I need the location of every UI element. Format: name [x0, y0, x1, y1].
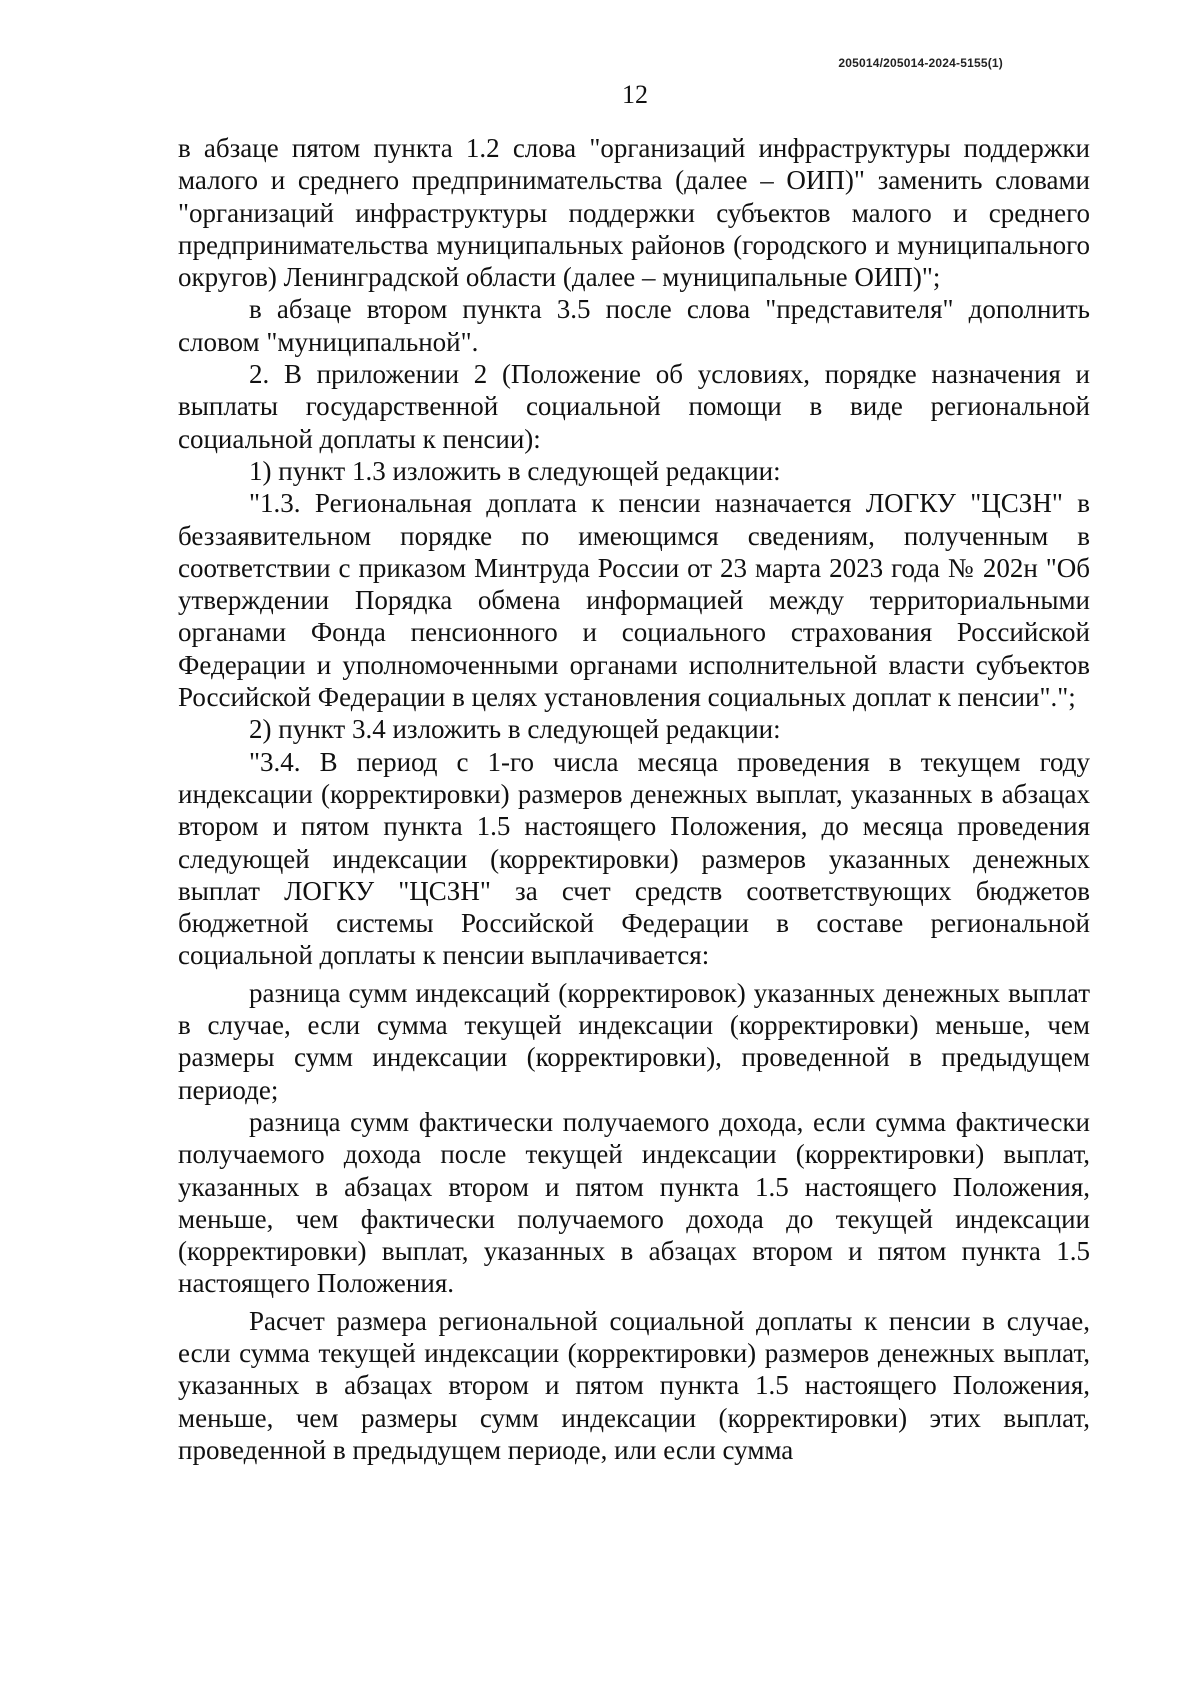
paragraph-3: 2. В приложении 2 (Положение об условиях, порядке назначения и выплаты государственной социальной помощи в виде региональной социальной доплаты к пенсии): — [178, 359, 1090, 454]
paragraph-5: "1.3. Региональная доплата к пенсии назначается ЛОГКУ "ЦСЗН" в беззаявительном порядке по имеющимся сведениям, полученным в соответствии с приказом Минтруда России от 23 марта 2023 года № 202н "Об утверждении Порядка обмена информацией между территориальными органами Фонда пенсионного и социального страхования Российской Федерации и уполномоченными органами исполнительной власти субъектов Российской Федерации в целях установления социальных доплат к пенсии"."; — [178, 488, 1090, 713]
paragraph-9: разница сумм фактически получаемого дохода, если сумма фактически получаемого дохода после текущей индексации (корректировки) выплат, указанных в абзацах втором и пятом пункта 1.5 настоящего Положения, меньше, чем фактически получаемого дохода до текущей индексации (корректировки) выплат, указанных в абзацах втором и пятом пункта 1.5 настоящего Положения. — [178, 1106, 1090, 1299]
paragraph-2: в абзаце втором пункта 3.5 после слова "представителя" дополнить словом "муниципальной". — [178, 294, 1090, 357]
paragraph-10: Расчет размера региональной социальной доплаты к пенсии в случае, если сумма текущей индексации (корректировки) размеров денежных выплат, указанных в абзацах втором и пятом пункта 1.5 настоящего Положения, меньше, чем размеры сумм индексации (корректировки) этих выплат, проведенной в предыдущем периоде, или если сумма — [178, 1305, 1090, 1465]
paragraph-4: 1) пункт 1.3 изложить в следующей редакции: — [249, 455, 781, 486]
document-id: 205014/205014-2024-5155(1) — [838, 56, 1003, 70]
paragraph-7: "3.4. В период с 1-го числа месяца проведения в текущем году индексации (корректировки) размеров денежных выплат, указанных в абзацах втором и пятом пункта 1.5 настоящего Положения, до месяца проведения следующей индексации (корректировки) размеров указанных денежных выплат ЛОГКУ "ЦСЗН" за счет средств соответствующих бюджетов бюджетной системы Российской Федерации в составе региональной социальной доплаты к пенсии выплачивается: — [178, 746, 1090, 971]
paragraph-6: 2) пункт 3.4 изложить в следующей редакции: — [249, 714, 781, 745]
page-number: 12 — [622, 80, 648, 109]
document-body — [178, 132, 1090, 1466]
paragraph-8: разница сумм индексаций (корректировок) указанных денежных выплат в случае, если сумма текущей индексации (корректировки) меньше, чем размеры сумм индексации (корректировки), проведенной в предыдущем периоде; — [178, 977, 1090, 1105]
paragraph-1: в абзаце пятом пункта 1.2 слова "организаций инфраструктуры поддержки малого и среднего предпринимательства (далее – ОИП)" заменить словами "организаций инфраструктуры поддержки субъектов малого и среднего предпринимательства муниципальных районов (городского и муниципального округов) Ленинградской области (далее – муниципальные ОИП)"; — [178, 133, 1090, 293]
